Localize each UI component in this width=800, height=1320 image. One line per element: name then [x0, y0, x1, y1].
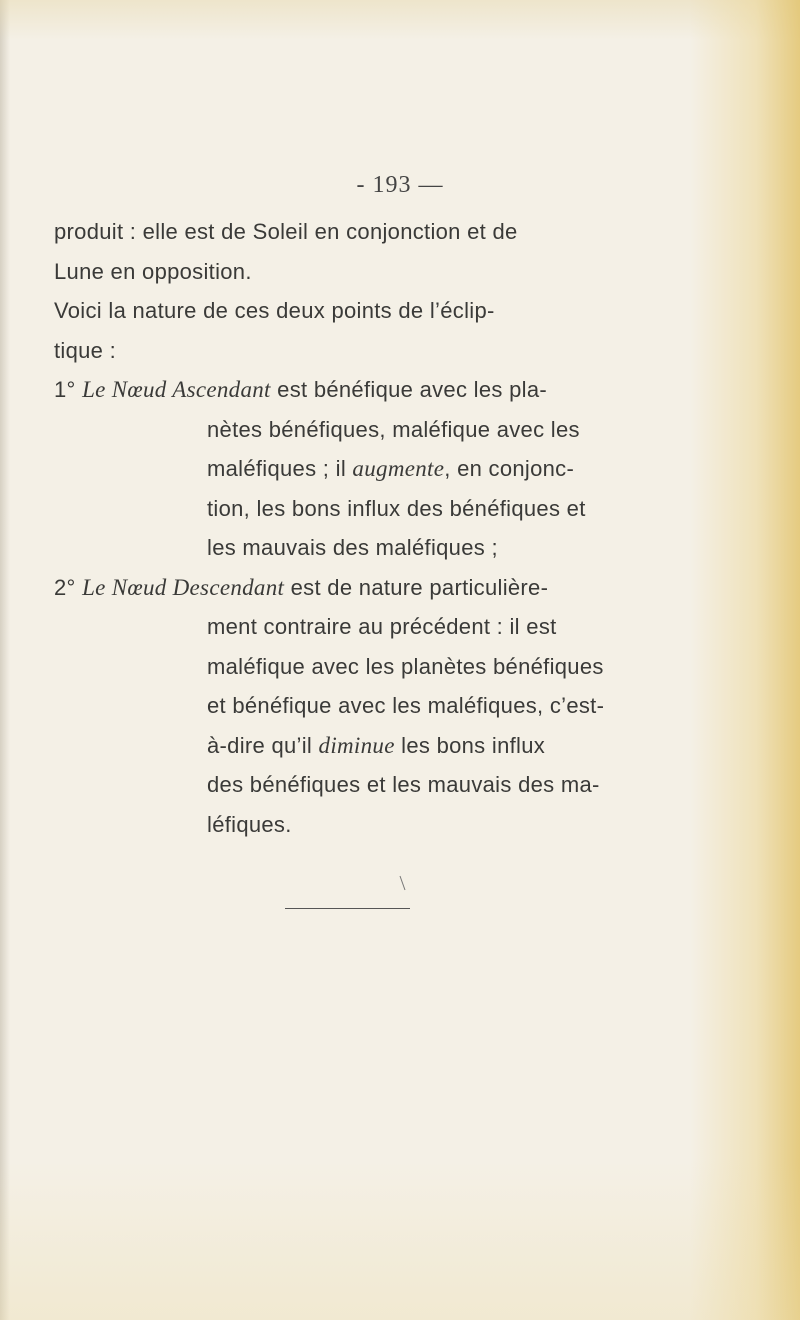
text-line: Voici la nature de ces deux points de l’éclip- — [54, 298, 495, 323]
page-number: - 193 — — [356, 172, 444, 198]
text-line: et bénéfique avec les maléfiques, c’est- — [207, 693, 605, 718]
text-span: , en conjonc- — [444, 456, 575, 481]
text-line: léfiques. — [207, 811, 292, 837]
text-span: est bénéfique avec les pla- — [270, 377, 547, 402]
text-line: des bénéfiques et les mauvais des ma- — [207, 772, 600, 797]
text-line: ment contraire au précédent : il est — [207, 614, 557, 639]
text-line — [54, 449, 654, 489]
page-aging-bottom — [0, 1160, 800, 1320]
text-line: maléfique avec les planètes bénéfiques — [207, 653, 604, 679]
text-line: tique : — [54, 337, 117, 363]
text-line: produit : elle est de Soleil en conjonction et de — [54, 219, 518, 244]
text-span: maléfiques ; il — [207, 456, 353, 481]
emphasis-augmente: augmente — [352, 456, 445, 481]
text-span: les bons influx — [394, 732, 546, 758]
text-line — [54, 726, 654, 766]
end-rule — [285, 908, 410, 909]
body-text — [54, 212, 654, 844]
list-item-number: 2° — [54, 574, 76, 600]
list-item-number: 1° — [54, 377, 76, 402]
term-noeud-descendant: Le Nœud Descendant — [82, 574, 285, 600]
text-line: tion, les bons influx des bénéfiques et — [207, 495, 586, 521]
text-line: Lune en opposition. — [54, 258, 252, 284]
list-item-2-first-line — [54, 568, 654, 608]
page-aging-top — [0, 0, 800, 40]
text-span: est de nature particulière- — [284, 574, 549, 600]
term-noeud-ascendant: Le Nœud Ascendant — [82, 377, 271, 402]
text-line: nètes bénéfiques, maléfique avec les — [207, 416, 580, 442]
list-item-1-first-line — [54, 370, 654, 410]
text-span: à-dire qu’il — [207, 732, 319, 758]
text-line: les mauvais des maléfiques ; — [207, 535, 498, 560]
emphasis-diminue: diminue — [318, 732, 395, 758]
stray-ink-mark — [399, 875, 407, 891]
